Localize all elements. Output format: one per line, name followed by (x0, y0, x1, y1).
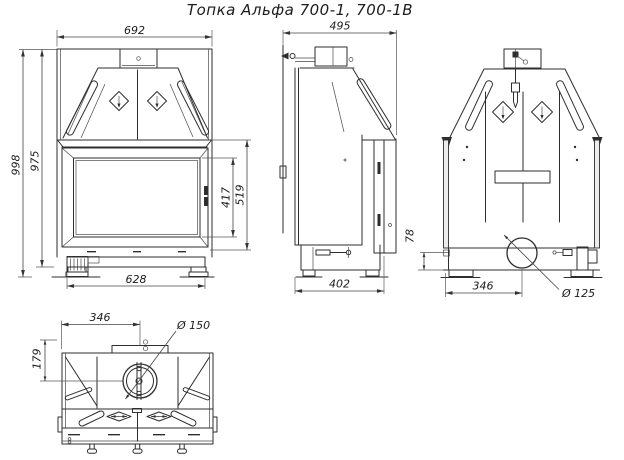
front-foot-right (189, 267, 208, 277)
top-slot-lower-right (170, 410, 197, 427)
front-dimensions (10, 24, 252, 289)
front-flue-collar (120, 49, 157, 68)
back-base (441, 238, 602, 278)
back-foot-left (449, 270, 473, 277)
grate-linkage (316, 250, 330, 255)
dim-front-height-body: 975 (28, 150, 42, 172)
dim-flue-diameter: Ø 150 (177, 319, 211, 332)
dim-top-flue-offset: 346 (89, 311, 111, 324)
top-collar-strip (112, 346, 168, 354)
front-view (10, 24, 252, 289)
back-flue-collar (504, 49, 541, 68)
dim-top-flue-depth: 179 (30, 348, 44, 370)
side-damper-control (280, 45, 315, 233)
top-foot-3 (178, 444, 187, 453)
flue-circle-outer (123, 364, 157, 398)
back-panel (444, 92, 600, 248)
door-latch (204, 186, 208, 195)
front-hood (57, 68, 212, 147)
dim-intake-diameter: Ø 125 (562, 287, 596, 300)
top-foot-2 (133, 444, 142, 453)
dim-front-door-height: 519 (233, 184, 247, 206)
side-foot-front (303, 270, 315, 276)
dim-back-intake-offset: 346 (472, 279, 494, 293)
back-view (441, 49, 603, 300)
side-body (295, 68, 396, 253)
dim-side-depth: 495 (329, 19, 351, 33)
side-flue-collar (315, 47, 353, 66)
dim-base-height: 78 (403, 229, 417, 243)
side-foot-rear (366, 270, 379, 276)
front-vent-diamond-right (148, 92, 167, 111)
side-dimensions (283, 20, 452, 295)
top-vent-diamond-left (107, 412, 131, 421)
dim-front-height-overall: 998 (9, 154, 23, 176)
side-view (280, 20, 452, 295)
top-dimensions (31, 311, 211, 399)
side-vent-slot2 (378, 214, 381, 226)
flue-circle-inner (127, 368, 154, 395)
top-flue (123, 363, 157, 400)
top-slot-lower-left (78, 410, 105, 427)
top-foot-1 (88, 444, 97, 453)
back-slot (495, 171, 550, 183)
top-slot-upper-right (183, 387, 211, 400)
front-door (62, 148, 208, 247)
back-side-strip-right (595, 140, 600, 248)
back-vent-diamond-left (493, 102, 514, 123)
dim-front-width-bottom: 628 (125, 273, 147, 286)
back-bracket (577, 247, 588, 270)
drawing-title: Топка Альфа 700-1, 700-1В (186, 1, 414, 19)
back-hood (442, 69, 603, 152)
back-damper-rod (512, 68, 520, 108)
back-left-slant-pad (464, 80, 493, 132)
front-left-slant-pad (65, 80, 98, 137)
back-foot-right (571, 270, 593, 277)
front-body-outline (57, 49, 212, 257)
side-vent-slot (378, 162, 381, 174)
top-view (31, 311, 218, 453)
front-glass (74, 158, 201, 237)
dim-side-base-depth: 402 (329, 277, 350, 291)
top-vent-diamond-right (147, 412, 171, 421)
front-right-slant-pad (176, 80, 209, 137)
front-vent-diamond-left (110, 92, 129, 111)
dim-front-width-top: 692 (124, 24, 145, 37)
top-slot-upper-left (65, 387, 93, 400)
dim-front-glass-height: 417 (219, 187, 233, 208)
back-side-strip-left (444, 140, 449, 248)
back-vent-diamond-right (532, 102, 553, 123)
